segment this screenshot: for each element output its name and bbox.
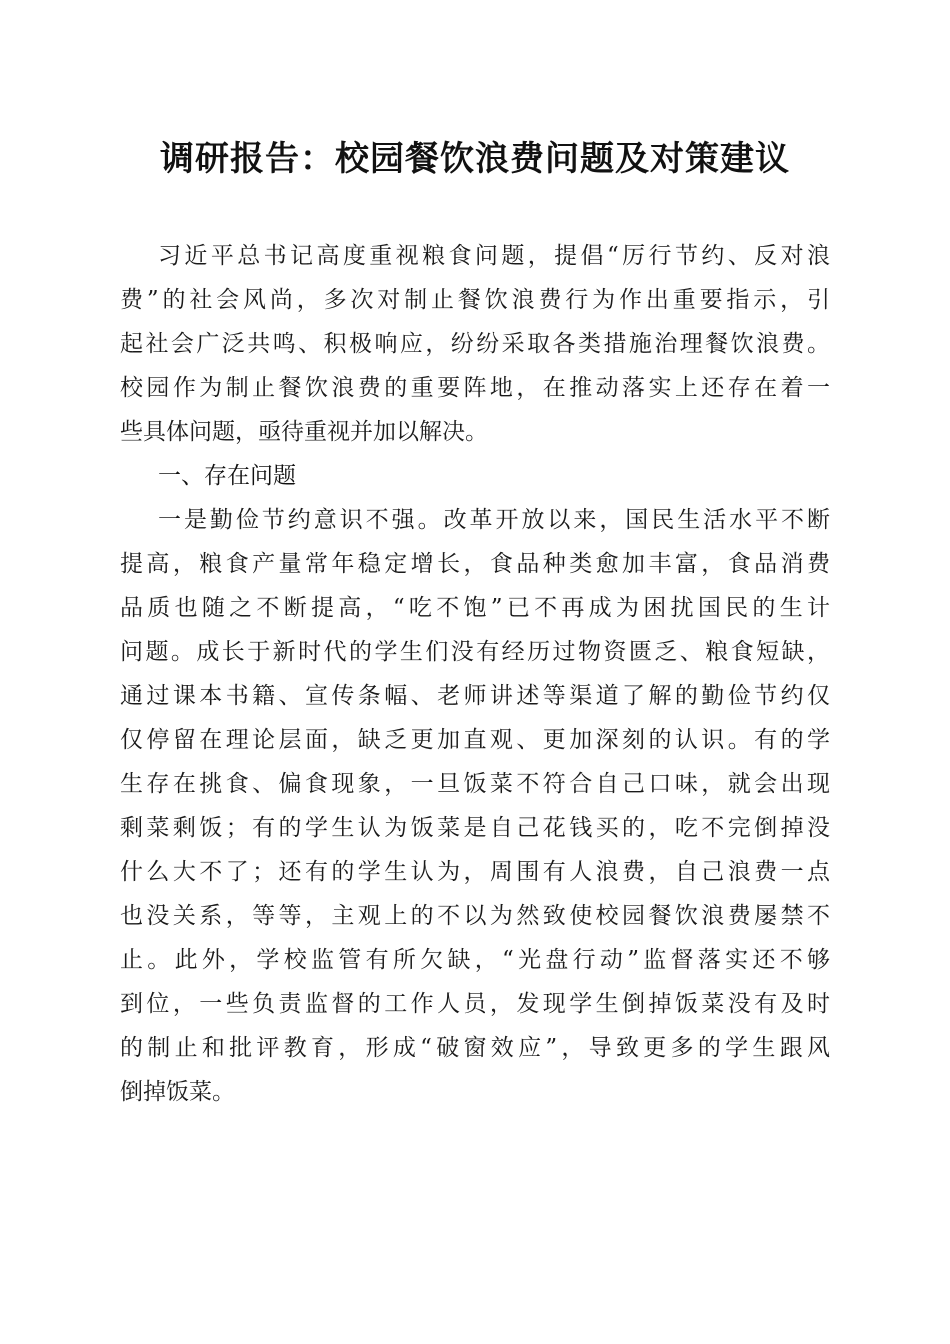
paragraph-line: 问题。成长于新时代的学生们没有经历过物资匮乏、粮食短缺， bbox=[120, 639, 830, 665]
paragraph-line: 习近平总书记高度重视粮食问题，提倡“厉行节约、反对浪 bbox=[158, 243, 830, 269]
section-heading: 一、存在问题 bbox=[158, 463, 296, 489]
paragraph-line bbox=[158, 502, 830, 538]
paragraph-line: 也没关系，等等，主观上的不以为然致使校园餐饮浪费屡禁不 bbox=[120, 903, 830, 929]
paragraph-line: 的制止和批评教育，形成“破窗效应”，导致更多的学生跟风 bbox=[120, 1035, 830, 1061]
paragraph-line: 生存在挑食、偏食现象，一旦饭菜不符合自己口味，就会出现 bbox=[120, 771, 830, 797]
paragraph-line: 倒掉饭菜。 bbox=[120, 1079, 235, 1105]
paragraph-line: 仅停留在理论层面，缺乏更加直观、更加深刻的认识。有的学 bbox=[120, 727, 830, 753]
paragraph-line: 些具体问题，亟待重视并加以解决。 bbox=[120, 419, 488, 445]
point-lead: 一是勤俭节约意识不强。 bbox=[158, 507, 444, 533]
paragraph-line: 校园作为制止餐饮浪费的重要阵地，在推动落实上还存在着一 bbox=[120, 375, 830, 401]
paragraph-line: 费”的社会风尚，多次对制止餐饮浪费行为作出重要指示，引 bbox=[120, 287, 830, 313]
paragraph-line: 提高，粮食产量常年稳定增长，食品种类愈加丰富，食品消费 bbox=[120, 551, 830, 577]
paragraph-line: 到位，一些负责监督的工作人员，发现学生倒掉饭菜没有及时 bbox=[120, 991, 830, 1017]
point-text: 改革开放以来，国民生活水平不断 bbox=[443, 507, 831, 533]
paragraph-line: 通过课本书籍、宣传条幅、老师讲述等渠道了解的勤俭节约仅 bbox=[120, 683, 830, 709]
paragraph-line: 什么大不了；还有的学生认为，周围有人浪费，自己浪费一点 bbox=[120, 859, 830, 885]
paragraph-line: 品质也随之不断提高，“吃不饱”已不再成为困扰国民的生计 bbox=[120, 595, 830, 621]
document-title: 调研报告：校园餐饮浪费问题及对策建议 bbox=[160, 139, 790, 179]
paragraph-line: 起社会广泛共鸣、积极响应，纷纷采取各类措施治理餐饮浪费。 bbox=[120, 331, 830, 357]
paragraph-line: 止。此外，学校监管有所欠缺，“光盘行动”监督落实还不够 bbox=[120, 947, 830, 973]
paragraph-line: 剩菜剩饭；有的学生认为饭菜是自己花钱买的，吃不完倒掉没 bbox=[120, 815, 830, 841]
